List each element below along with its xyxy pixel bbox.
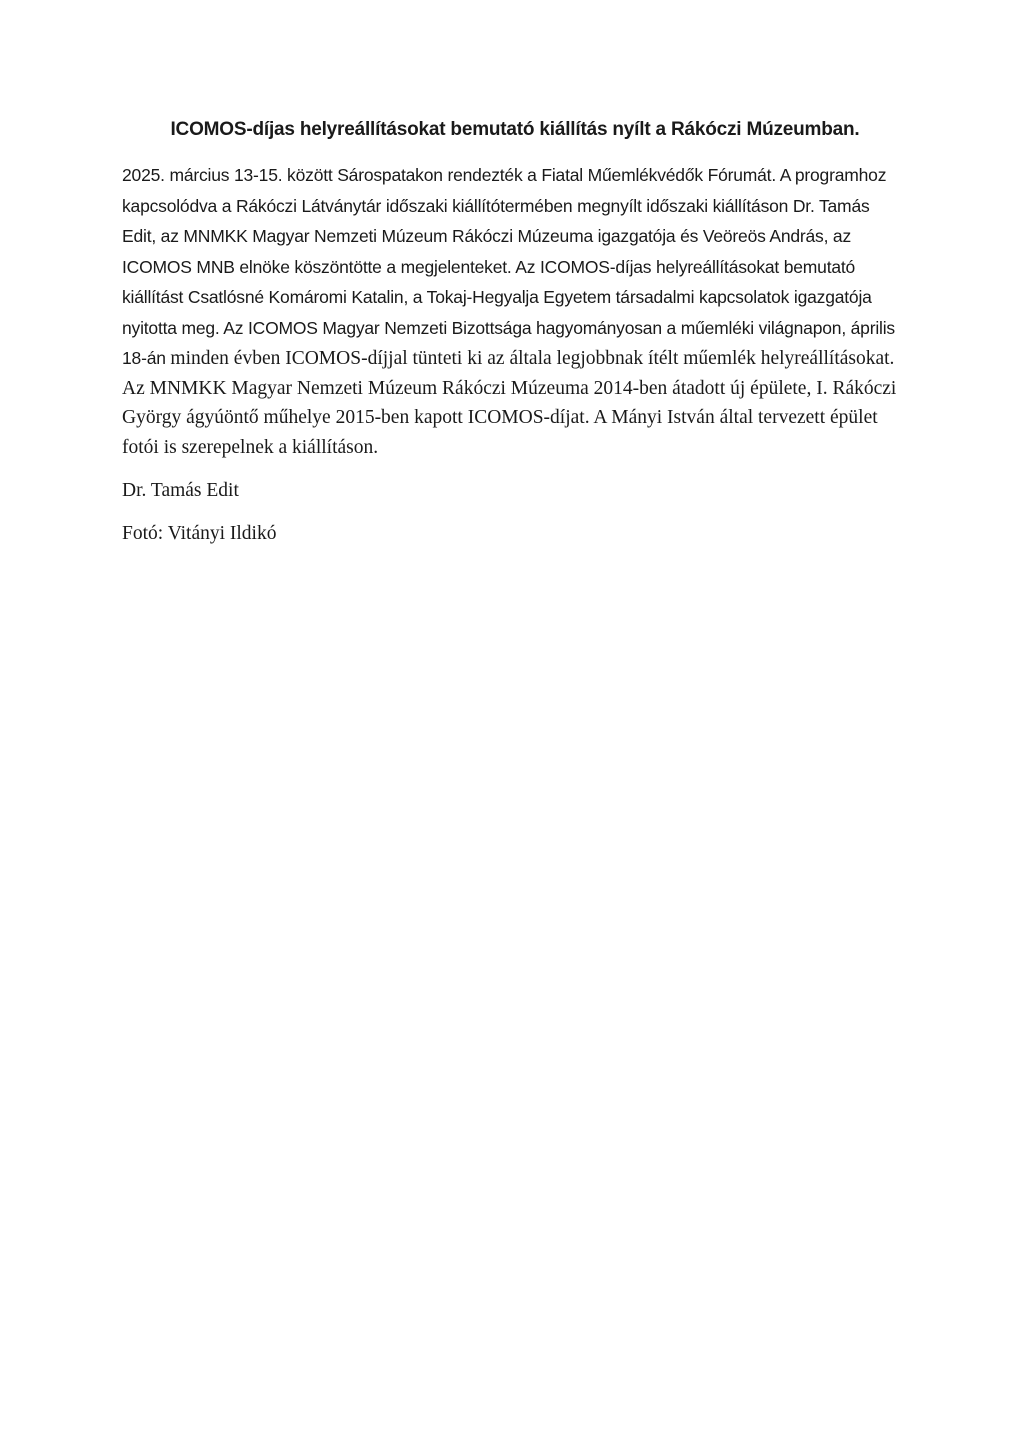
photo-credit-line: Fotó: Vitányi Ildikó <box>122 522 277 544</box>
document-title: ICOMOS-díjas helyreállításokat bemutató kiállítás nyílt a Rákóczi Múzeumban. <box>170 119 860 140</box>
body-paragraph-sans-segment: 2025. március 13-15. között Sárospatakon rendezték a Fiatal Műemlékvédők Fórumát. A programhoz kapcsolódva a Rákóczi Látványtár időszaki kiállítótermében megnyílt időszaki kiállításon Dr. Tamás Edit, az MNMKK Magyar Nemzeti Múzeum Rákóczi Múzeuma igazgatója és Veöreös András, az ICOMOS MNB elnöke köszöntötte a megjelenteket. Az ICOMOS-díjas helyreállításokat bemutató kiállítást Csatlósné Komáromi Katalin, a Tokaj-Hegyalja Egyetem társadalmi kapcsolatok igazgatója nyitotta meg. Az ICOMOS Magyar Nemzeti Bizottsága hagyományosan a műemléki világnapon, április 18-án <box>122 165 895 368</box>
body-paragraph <box>122 161 906 463</box>
signature-line: Dr. Tamás Edit <box>122 480 239 501</box>
body-paragraph-serif-segment: minden évben ICOMOS-díjjal tünteti ki az általa legjobbnak ítélt műemlék helyreállításokat. Az MNMKK Magyar Nemzeti Múzeum Rákóczi Múzeuma 2014-ben átadott új épülete, I. Rákóczi György ágyúöntő műhelye 2015-ben kapott ICOMOS-díjat. A Mányi István által tervezett épület fotói is szerepelnek a kiállításon. <box>122 348 897 458</box>
